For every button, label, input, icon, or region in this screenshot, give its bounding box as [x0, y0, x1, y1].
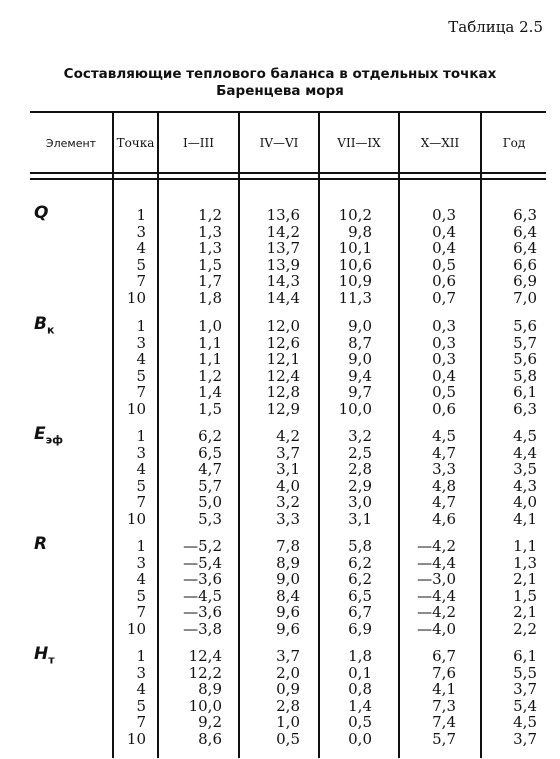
cell-point: 1	[136, 206, 146, 224]
cell-year: 5,6	[513, 350, 537, 369]
cell-iv-vi: 12,1	[266, 350, 300, 369]
cell-iv-vi: 2,8	[276, 696, 300, 715]
cell-year: 6,3	[513, 400, 537, 418]
cell-point: 1	[136, 647, 146, 665]
element-label	[34, 314, 54, 336]
cell-vii-ix: 10,9	[338, 272, 372, 291]
cell-point: 7	[136, 713, 146, 732]
cell-vii-ix: 9,0	[348, 317, 372, 335]
cell-i-iii: 1,0	[198, 317, 222, 335]
cell-vii-ix: 2,5	[348, 443, 372, 462]
cell-point: 10	[126, 289, 146, 307]
cell-iv-vi: 13,6	[266, 206, 300, 224]
cell-vii-ix: 10,6	[338, 255, 372, 274]
cell-x-xii: 0,3	[432, 206, 456, 224]
cell-i-iii: 1,1	[198, 333, 222, 352]
cell-x-xii: 0,3	[432, 317, 456, 335]
cell-i-iii: 5,3	[198, 510, 222, 528]
cell-i-iii: 1,4	[198, 383, 222, 402]
cell-x-xii: 0,6	[432, 272, 456, 291]
cell-iv-vi: 8,9	[276, 553, 300, 572]
cell-vii-ix: 9,7	[348, 383, 372, 402]
cell-i-iii: 1,5	[198, 400, 222, 418]
cell-year: 2,2	[513, 620, 537, 638]
cell-vii-ix: 8,7	[348, 333, 372, 352]
header-vii-ix: VII—IX	[337, 136, 381, 150]
cell-i-iii: 12,4	[188, 647, 222, 665]
cell-x-xii: 5,7	[432, 730, 456, 748]
header-element: Элемент	[45, 136, 97, 150]
cell-x-xii: 0,5	[432, 255, 456, 274]
cell-vii-ix: 6,5	[348, 586, 372, 605]
cell-point: 5	[136, 586, 146, 605]
cell-year: 1,1	[513, 537, 537, 555]
cell-i-iii: 1,7	[198, 272, 222, 291]
cell-i-iii: —5,2	[183, 537, 222, 555]
cell-vii-ix: 10,2	[338, 206, 372, 224]
cell-point: 5	[136, 366, 146, 385]
cell-point: 5	[136, 255, 146, 274]
cell-point: 3	[136, 553, 146, 572]
cell-iv-vi: 13,9	[266, 255, 300, 274]
cell-x-xii: —4,2	[417, 537, 456, 555]
cell-vii-ix: 0,5	[348, 713, 372, 732]
cell-year: 6,9	[513, 272, 537, 291]
cell-year: 6,1	[513, 383, 537, 402]
cell-iv-vi: 3,7	[276, 647, 300, 665]
cell-iv-vi: 3,1	[276, 460, 300, 479]
element-symbol: B	[34, 314, 47, 334]
cell-iv-vi: 3,3	[276, 510, 300, 528]
element-symbol: H	[34, 644, 49, 664]
element-subscript: к	[46, 323, 55, 337]
cell-point: 4	[136, 680, 146, 699]
cell-i-iii: 8,9	[198, 680, 222, 699]
cell-i-iii: 12,2	[188, 663, 222, 682]
cell-year: 5,8	[513, 366, 537, 385]
cell-vii-ix: 3,0	[348, 493, 372, 512]
cell-iv-vi: 7,8	[276, 537, 300, 555]
cell-year: 4,4	[513, 443, 537, 462]
cell-iv-vi: 4,2	[276, 427, 300, 445]
cell-year: 2,1	[513, 603, 537, 622]
column-divider	[157, 112, 159, 758]
cell-point: 1	[136, 537, 146, 555]
cell-x-xii: 4,8	[432, 476, 456, 495]
cell-i-iii: —5,4	[183, 553, 222, 572]
cell-point: 3	[136, 443, 146, 462]
element-label	[34, 534, 47, 556]
cell-iv-vi: 4,0	[276, 476, 300, 495]
cell-x-xii: 0,3	[432, 333, 456, 352]
cell-i-iii: 1,2	[198, 206, 222, 224]
element-symbol: Q	[34, 203, 49, 223]
cell-point: 10	[126, 620, 146, 638]
column-divider	[398, 112, 400, 758]
cell-x-xii: 0,6	[432, 400, 456, 418]
cell-x-xii: 4,6	[432, 510, 456, 528]
cell-i-iii: 10,0	[188, 696, 222, 715]
cell-i-iii: 8,6	[198, 730, 222, 748]
cell-i-iii: 6,2	[198, 427, 222, 445]
cell-i-iii: 5,0	[198, 493, 222, 512]
cell-iv-vi: 12,4	[266, 366, 300, 385]
cell-point: 4	[136, 239, 146, 258]
cell-vii-ix: 1,4	[348, 696, 372, 715]
cell-year: 3,7	[513, 730, 537, 748]
cell-year: 5,7	[513, 333, 537, 352]
cell-i-iii: —3,8	[183, 620, 222, 638]
cell-point: 10	[126, 730, 146, 748]
cell-x-xii: 4,1	[432, 680, 456, 699]
cell-point: 1	[136, 427, 146, 445]
header-rule-double	[30, 178, 546, 180]
column-divider	[480, 112, 482, 758]
cell-x-xii: —4,2	[417, 603, 456, 622]
cell-vii-ix: 1,8	[348, 647, 372, 665]
cell-year: 4,5	[513, 427, 537, 445]
cell-i-iii: 4,7	[198, 460, 222, 479]
cell-vii-ix: 10,0	[338, 400, 372, 418]
cell-point: 7	[136, 272, 146, 291]
cell-point: 3	[136, 333, 146, 352]
cell-iv-vi: 8,4	[276, 586, 300, 605]
cell-iv-vi: 14,3	[266, 272, 300, 291]
cell-point: 5	[136, 696, 146, 715]
cell-iv-vi: 12,9	[266, 400, 300, 418]
cell-vii-ix: 10,1	[338, 239, 372, 258]
header-point: Точка	[116, 136, 155, 150]
cell-x-xii: —3,0	[417, 570, 456, 589]
cell-i-iii: —4,5	[183, 586, 222, 605]
element-label	[34, 424, 63, 446]
cell-x-xii: 6,7	[432, 647, 456, 665]
cell-year: 7,0	[513, 289, 537, 307]
element-label	[34, 644, 55, 666]
cell-point: 10	[126, 400, 146, 418]
cell-i-iii: 5,7	[198, 476, 222, 495]
cell-i-iii: 1,2	[198, 366, 222, 385]
cell-year: 4,3	[513, 476, 537, 495]
cell-iv-vi: 14,2	[266, 222, 300, 241]
cell-year: 5,5	[513, 663, 537, 682]
cell-x-xii: 0,7	[432, 289, 456, 307]
cell-year: 4,5	[513, 713, 537, 732]
cell-year: 3,7	[513, 680, 537, 699]
cell-vii-ix: 9,4	[348, 366, 372, 385]
cell-x-xii: 0,4	[432, 239, 456, 258]
cell-point: 4	[136, 570, 146, 589]
cell-vii-ix: 6,2	[348, 570, 372, 589]
cell-year: 3,5	[513, 460, 537, 479]
table-number: Таблица 2.5	[448, 18, 543, 36]
cell-point: 7	[136, 493, 146, 512]
cell-vii-ix: 2,9	[348, 476, 372, 495]
cell-vii-ix: 9,8	[348, 222, 372, 241]
cell-point: 10	[126, 510, 146, 528]
cell-vii-ix: 0,8	[348, 680, 372, 699]
cell-x-xii: —4,0	[417, 620, 456, 638]
cell-x-xii: 4,7	[432, 443, 456, 462]
cell-vii-ix: 6,9	[348, 620, 372, 638]
cell-vii-ix: 5,8	[348, 537, 372, 555]
cell-point: 4	[136, 350, 146, 369]
cell-iv-vi: 2,0	[276, 663, 300, 682]
cell-vii-ix: 3,1	[348, 510, 372, 528]
cell-vii-ix: 6,7	[348, 603, 372, 622]
cell-year: 6,4	[513, 239, 537, 258]
cell-x-xii: 7,4	[432, 713, 456, 732]
cell-year: 6,4	[513, 222, 537, 241]
cell-year: 4,1	[513, 510, 537, 528]
cell-vii-ix: 9,0	[348, 350, 372, 369]
cell-x-xii: 7,3	[432, 696, 456, 715]
cell-iv-vi: 9,6	[276, 603, 300, 622]
header-x-xii: X—XII	[420, 136, 460, 150]
cell-i-iii: 1,1	[198, 350, 222, 369]
cell-iv-vi: 14,4	[266, 289, 300, 307]
cell-vii-ix: 11,3	[338, 289, 372, 307]
cell-x-xii: 0,5	[432, 383, 456, 402]
cell-year: 6,1	[513, 647, 537, 665]
header-year: Год	[502, 136, 526, 150]
cell-iv-vi: 0,5	[276, 730, 300, 748]
cell-point: 3	[136, 663, 146, 682]
cell-i-iii: 9,2	[198, 713, 222, 732]
column-divider	[112, 112, 114, 758]
cell-vii-ix: 3,2	[348, 427, 372, 445]
cell-x-xii: —4,4	[417, 553, 456, 572]
cell-iv-vi: 12,6	[266, 333, 300, 352]
header-i-iii: I—III	[183, 136, 214, 150]
cell-iv-vi: 3,2	[276, 493, 300, 512]
cell-point: 3	[136, 222, 146, 241]
cell-year: 6,6	[513, 255, 537, 274]
cell-year: 5,6	[513, 317, 537, 335]
cell-iv-vi: 9,0	[276, 570, 300, 589]
cell-x-xii: 7,6	[432, 663, 456, 682]
cell-i-iii: 1,3	[198, 222, 222, 241]
element-subscript: эф	[45, 433, 64, 447]
column-divider	[318, 112, 320, 758]
cell-x-xii: 0,4	[432, 222, 456, 241]
cell-x-xii: 0,4	[432, 366, 456, 385]
cell-i-iii: —3,6	[183, 570, 222, 589]
cell-iv-vi: 12,8	[266, 383, 300, 402]
cell-i-iii: 1,5	[198, 255, 222, 274]
cell-point: 1	[136, 317, 146, 335]
cell-iv-vi: 12,0	[266, 317, 300, 335]
cell-point: 7	[136, 603, 146, 622]
element-subscript: т	[48, 653, 55, 667]
cell-year: 5,4	[513, 696, 537, 715]
cell-year: 6,3	[513, 206, 537, 224]
cell-point: 7	[136, 383, 146, 402]
cell-point: 5	[136, 476, 146, 495]
title-line-2: Баренцева моря	[216, 83, 344, 99]
cell-x-xii: 0,3	[432, 350, 456, 369]
cell-i-iii: 6,5	[198, 443, 222, 462]
cell-iv-vi: 9,6	[276, 620, 300, 638]
cell-x-xii: 4,5	[432, 427, 456, 445]
cell-year: 1,5	[513, 586, 537, 605]
cell-i-iii: 1,3	[198, 239, 222, 258]
cell-iv-vi: 1,0	[276, 713, 300, 732]
cell-vii-ix: 6,2	[348, 553, 372, 572]
element-symbol: R	[34, 534, 48, 554]
cell-year: 2,1	[513, 570, 537, 589]
cell-vii-ix: 0,0	[348, 730, 372, 748]
header-iv-vi: IV—VI	[259, 136, 299, 150]
cell-year: 1,3	[513, 553, 537, 572]
cell-x-xii: —4,4	[417, 586, 456, 605]
cell-year: 4,0	[513, 493, 537, 512]
cell-vii-ix: 0,1	[348, 663, 372, 682]
cell-iv-vi: 13,7	[266, 239, 300, 258]
cell-iv-vi: 0,9	[276, 680, 300, 699]
cell-i-iii: —3,6	[183, 603, 222, 622]
cell-i-iii: 1,8	[198, 289, 222, 307]
title-line-1: Составляющие теплового баланса в отдельных точках	[63, 66, 497, 82]
cell-vii-ix: 2,8	[348, 460, 372, 479]
cell-iv-vi: 3,7	[276, 443, 300, 462]
table-title	[0, 66, 560, 100]
column-divider	[238, 112, 240, 758]
cell-point: 4	[136, 460, 146, 479]
cell-x-xii: 4,7	[432, 493, 456, 512]
element-label	[34, 203, 48, 225]
element-symbol: E	[34, 424, 46, 444]
cell-x-xii: 3,3	[432, 460, 456, 479]
